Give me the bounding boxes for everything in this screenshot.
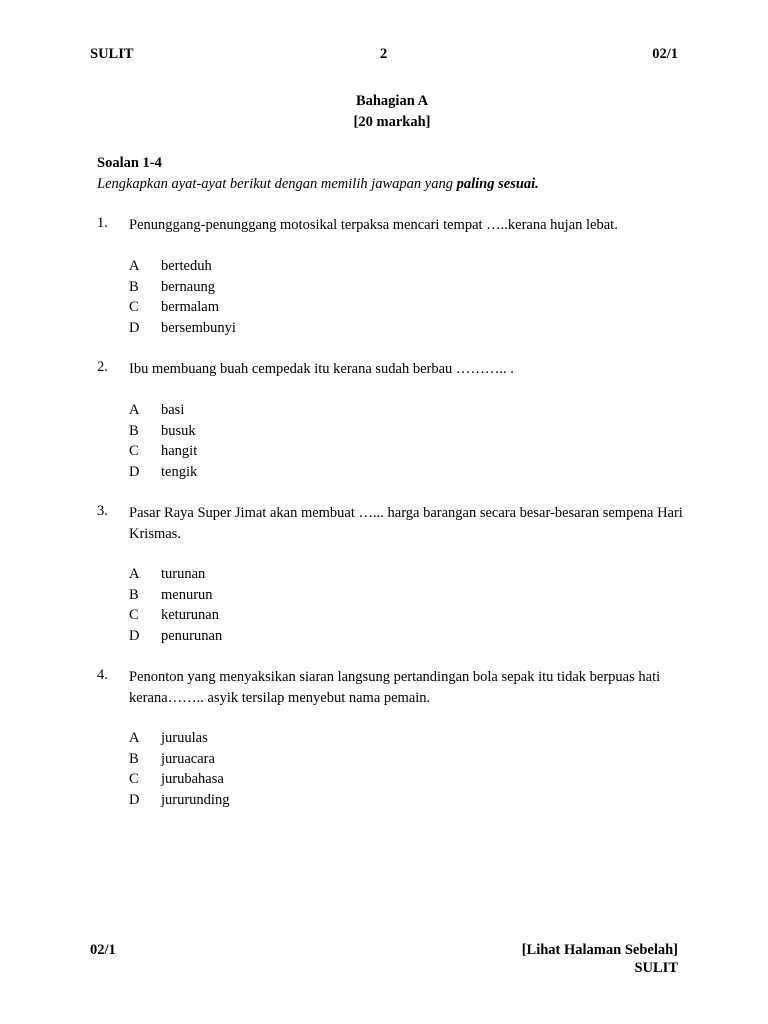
instructions-heading: Soalan 1-4	[97, 155, 162, 171]
option-letter: D	[129, 463, 140, 480]
option-text: bermalam	[161, 299, 219, 315]
option-text: penurunan	[161, 627, 223, 644]
option-a	[129, 564, 205, 585]
option-text: tengik	[161, 463, 198, 480]
option-letter: A	[129, 566, 140, 582]
question-text: Pasar Raya Super Jimat akan membuat …... harga barangan secara besar-besaran sempena Hari Krismas.	[129, 505, 683, 542]
option-text: basi	[161, 402, 185, 418]
instructions-text-plain: Lengkapkan ayat-ayat berikut dengan memilih jawapan yang	[97, 176, 457, 192]
option-letter: C	[129, 443, 139, 459]
option-c	[129, 769, 224, 790]
option-c	[129, 441, 197, 462]
instructions-text	[97, 176, 539, 193]
option-letter: C	[129, 607, 139, 623]
option-b	[129, 421, 196, 442]
option-letter: D	[129, 319, 140, 336]
option-b	[129, 749, 215, 770]
option-letter: B	[129, 586, 139, 603]
question-number: 2.	[97, 359, 108, 375]
option-text: bersembunyi	[161, 319, 236, 336]
header-classification: SULIT	[90, 46, 134, 62]
option-c	[129, 297, 219, 318]
option-b	[129, 585, 213, 606]
option-c	[129, 605, 219, 626]
option-letter: D	[129, 627, 140, 644]
option-letter: A	[129, 402, 140, 418]
option-d	[129, 626, 222, 647]
question-text: Ibu membuang buah cempedak itu kerana sudah berbau ……….. .	[129, 361, 514, 377]
instructions-text-emphasis: paling sesuai.	[456, 176, 539, 192]
footer-paper-code: 02/1	[90, 942, 116, 958]
option-a	[129, 728, 208, 749]
option-text: jururunding	[161, 791, 230, 808]
page-number: 2	[380, 46, 388, 62]
option-letter: D	[129, 791, 140, 808]
paper-code: 02/1	[652, 46, 678, 62]
question-number: 3.	[97, 503, 108, 519]
option-text: menurun	[161, 586, 213, 603]
option-text: busuk	[161, 422, 196, 439]
option-text: keturunan	[161, 607, 219, 623]
option-text: turunan	[161, 566, 206, 582]
question-number: 4.	[97, 667, 108, 683]
option-letter: B	[129, 278, 139, 295]
option-letter: A	[129, 258, 140, 274]
option-d	[129, 790, 229, 811]
section-title: Bahagian A	[355, 93, 429, 109]
footer-classification: SULIT	[634, 960, 678, 976]
option-text: jurubahasa	[161, 771, 224, 787]
question-number: 1.	[97, 215, 108, 231]
option-d	[129, 318, 236, 339]
option-text: berteduh	[161, 258, 212, 274]
section-marks: [20 markah]	[353, 114, 431, 130]
option-letter: B	[129, 750, 139, 767]
option-letter: A	[129, 730, 140, 746]
question-text: Penunggang-penunggang motosikal terpaksa mencari tempat …..kerana hujan lebat.	[129, 217, 618, 233]
option-a	[129, 256, 212, 277]
option-letter: C	[129, 771, 139, 787]
option-text: bernaung	[161, 278, 215, 295]
option-a	[129, 400, 184, 421]
option-letter: B	[129, 422, 139, 439]
option-text: juruulas	[161, 730, 208, 746]
option-text: hangit	[161, 443, 198, 459]
option-d	[129, 462, 197, 483]
question-text: Penonton yang menyaksikan siaran langsung pertandingan bola sepak itu tidak berpuas hati kerana…….. asyik tersilap menyebut nama pemain.	[129, 669, 661, 706]
option-text: juruacara	[161, 750, 215, 767]
footer-next-page-note: [Lihat Halaman Sebelah]	[521, 942, 678, 958]
option-letter: C	[129, 299, 139, 315]
option-b	[129, 277, 215, 298]
